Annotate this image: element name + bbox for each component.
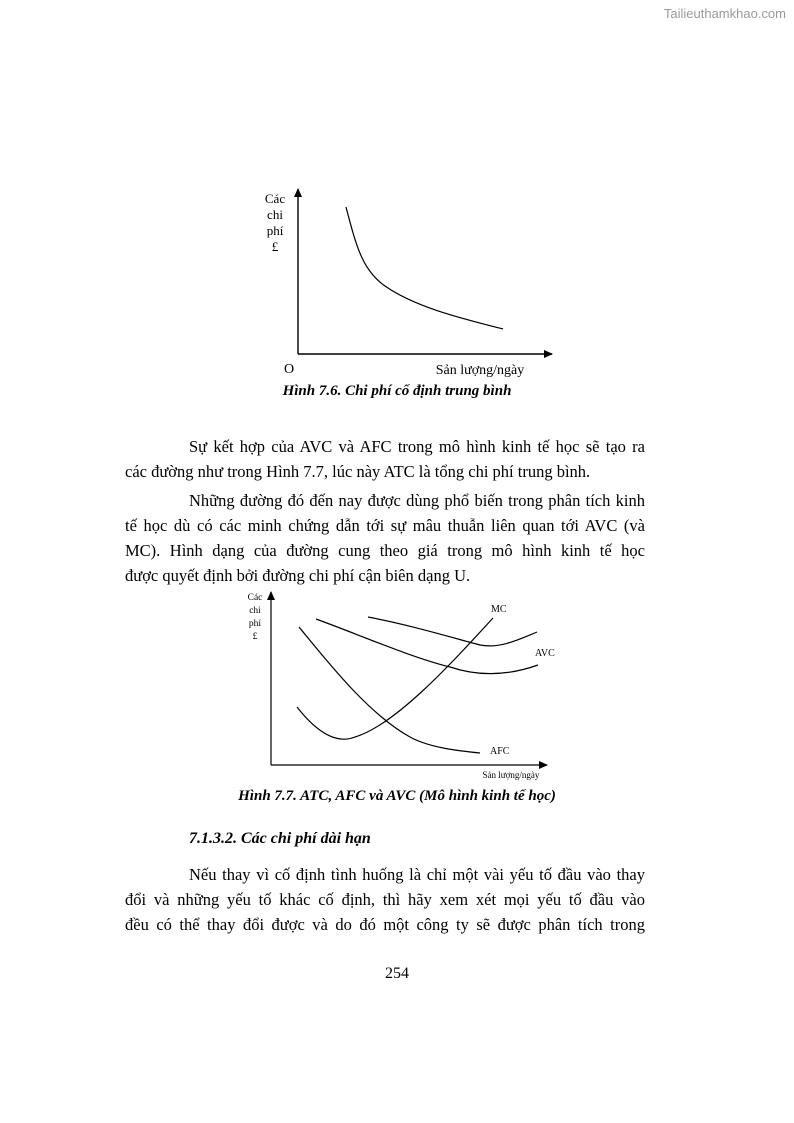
origin-label: O: [283, 362, 295, 377]
figure-7-7-chart: [0, 585, 794, 785]
y-axis-2-label-line-2: chi: [249, 606, 261, 616]
figure-7-6-caption: Hình 7.6. Chi phí cố định trung bình: [282, 383, 512, 399]
avc-label: AVC: [535, 648, 555, 659]
paragraph-2: [125, 488, 645, 588]
paragraph-1-line-2: các đường như trong Hình 7.7, lúc này ATC là tổng chi phí trung bình.: [125, 462, 591, 481]
watermark: Tailieuthamkhao.com: [663, 6, 786, 21]
mc-curve: [297, 618, 493, 739]
paragraph-1-line-1: Sự kết hợp của AVC và AFC trong mô hình kinh tế học sẽ tạo ra: [189, 437, 645, 456]
paragraph-3-line-2: đổi và những yếu tố khác cố định, thì hãy xem xét mọi yếu tố đầu vào: [125, 890, 645, 909]
figure-7-6-chart: [0, 0, 794, 390]
y-axis-label-line-3: phí: [266, 223, 284, 238]
paragraph-2-line-2: tế học dù có các minh chứng dẫn tới sự mâu thuẫn liên quan tới AVC (và: [125, 516, 645, 535]
paragraph-2-line-3: MC). Hình dạng của đường cung theo giá trong mô hình kinh tế học: [125, 541, 645, 560]
paragraph-3-line-1: Nếu thay vì cố định tình huống là chỉ một vài yếu tố đầu vào thay: [189, 865, 645, 884]
figure-7-7-caption: Hình 7.7. ATC, AFC và AVC (Mô hình kinh tế học): [238, 788, 556, 804]
paragraph-2-line-4: được quyết định bởi đường chi phí cận biên dạng U.: [125, 566, 471, 585]
mc-label: MC: [491, 604, 507, 615]
y-axis-2-label-line-4: £: [252, 632, 258, 642]
page-number: 254: [385, 965, 409, 982]
avc-curve: [316, 619, 538, 674]
y-axis-label-line-4: £: [271, 239, 279, 254]
afc-label: AFC: [490, 746, 510, 757]
y-axis-2-label-line-3: phí: [248, 619, 262, 629]
afc-curve: [346, 207, 503, 329]
atc-curve: [368, 617, 537, 646]
section-heading: 7.1.3.2. Các chi phí dài hạn: [189, 830, 371, 847]
paragraph-3-line-3: đều có thể thay đổi được và do đó một công ty sẽ được phân tích trong: [125, 915, 645, 934]
y-axis-2-label-line-1: Các: [247, 593, 263, 603]
paragraph-1: [125, 434, 645, 484]
x-axis-2-label: Sản lượng/ngày: [482, 770, 540, 780]
x-axis-label: Sản lượng/ngày: [435, 363, 525, 378]
y-axis-label-line-2: chi: [267, 207, 283, 222]
paragraph-3: [125, 862, 645, 937]
y-axis-label-line-1: Các: [264, 191, 286, 206]
paragraph-2-line-1: Những đường đó đến nay được dùng phổ biến trong phân tích kinh: [189, 491, 645, 510]
